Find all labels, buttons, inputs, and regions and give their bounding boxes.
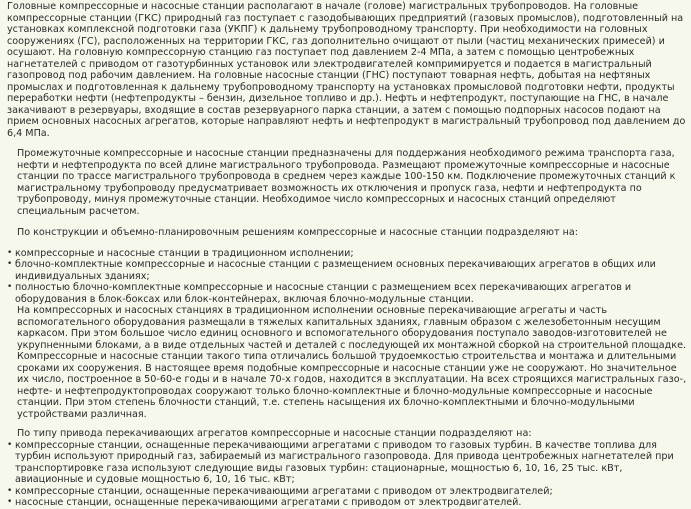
list-item: • насосные станции, оснащенные перекачивающими агрегатами с приводом от электродвигателей. bbox=[7, 497, 687, 509]
construction-types-list bbox=[7, 248, 687, 306]
paragraph-intermediate-stations: Промежуточные компрессорные и насосные станции предназначены для поддержания необходимого режима транспорта газа, нефти и нефтепродукта по всей длине магистрального трубопровода. Размещают промежуточные компрессорные и насосные станции по трассе магистрального трубопровода в среднем через каждые 100-150 км. Подключение промежуточных станций к магистральному трубопроводу предусматривает возможность их отключения и пропуск газа, нефти и нефтепродукта по трубопроводу, минуя промежуточные станции. Необходимое число компрессорных и насосных станций определяют специальным расчетом. bbox=[17, 148, 676, 217]
drive-types-list bbox=[7, 440, 687, 509]
list-item: • компрессорные и насосные станции в традиционном исполнении; bbox=[7, 248, 687, 260]
list-item: • компрессорные станции, оснащенные перекачивающими агрегатами с приводом то газовых турбин. В качестве топлива для турбин используют природный газ, забираемый из магистрального газопровода. Для привода центробежных нагнетателей при транспортировке газа используют следующие виды газовых турбин: стационарные, мощностью 6, 10, 16, 25 тыс. кВт, авиационные и судовые мощностью 6, 10, 16 тыс. кВт; bbox=[7, 440, 687, 486]
paragraph-head-stations: Головные компрессорные и насосные станции располагают в начале (голове) магистральных трубопроводов. На головные компрессорные станции (ГКС) природный газ поступает с газодобывающих предприятий (газовых промыслов), подготовленный на установках комплексной подготовки газа (УКПГ) к дальнему трубопроводному транспорту. При необходимости на головных сооружениях (ГС), расположенных на территории ГКС, газ дополнительно очищают от пыли (частиц механических примесей) и осушают. На головную компрессорную станцию газ поступает под давлением 2-4 МПа, а затем с помощью центробежных нагнетателей с приводом от газотурбинных установок или электродвигателей компримируется и подается в магистральный газопровод под рабочим давлением. На головные насосные станции (ГНС) поступают товарная нефть, добытая на нефтяных промыслах и подготовленная к дальнему трубопроводному транспорту на установках промысловой подготовки нефти, продукты переработки нефти (нефтепродукты – бензин, дизельное топливо и др.). Нефть и нефтепродукт, поступающие на ГНС, в начале закачивают в резервуары, входящие в состав резервуарного парка станции, а затем с помощью подпорных насосов подают на прием основных насосных агрегатов, которые направляют нефть и нефтепродукт в магистральный трубопровод под давлением до 6,4 МПа. bbox=[7, 1, 686, 139]
list-item: • полностью блочно-комплектные компрессорные и насосные станции с размещением всех перекачивающих агрегатов и оборудования в блок-боксах или блок-контейнерах, включая блочно-модульные станции. bbox=[7, 282, 687, 305]
list-item: • блочно-комплектные компрессорные и насосные станции с размещением основных перекачивающих агрегатов в общих или индивидуальных зданиях; bbox=[7, 259, 687, 282]
paragraph-drive-intro: По типу привода перекачивающих агрегатов компрессорные и насосные станции подразделяют на: bbox=[17, 428, 532, 439]
paragraph-traditional-stations: На компрессорных и насосных станциях в традиционном исполнении основные перекачивающие агрегаты и часть вспомогательного оборудования размещали в тяжелых капитальных зданиях, главным образом с железобетонным несущим каркасом. При этом большое число единиц основного и вспомогательного оборудования поступало заводов-изготовителей не укрупненными блоками, а в виде отдельных частей и деталей с последующей их монтажной сборкой на строительной площадке. Компрессорные и насосные станции такого типа отличались большой трудоемкостью строительства и монтажа и длительными сроками их сооружения. В настоящее время подобные компрессорные и насосные станции уже не сооружают. Но значительное их число, построенное в 50-60-е годы и в начале 70-х годов, находится в эксплуатации. На всех строящихся магистральных газо-, нефте- и нефтепродуктопроводах сооружают только блочно-комплектные и блочно-модульные компрессорные и насосные станции. При этом степень блочности станций, т.е. степень насыщения их блочно-комплектными и блочно-модульными устройствами различная. bbox=[17, 305, 687, 420]
paragraph-construction-intro: По конструкции и объемно-планировочным решениям компрессорные и насосные станции подразделяют на: bbox=[17, 227, 579, 238]
list-item: • компрессорные станции, оснащенные перекачивающими агрегатами с приводом от электродвигателей; bbox=[7, 486, 687, 498]
